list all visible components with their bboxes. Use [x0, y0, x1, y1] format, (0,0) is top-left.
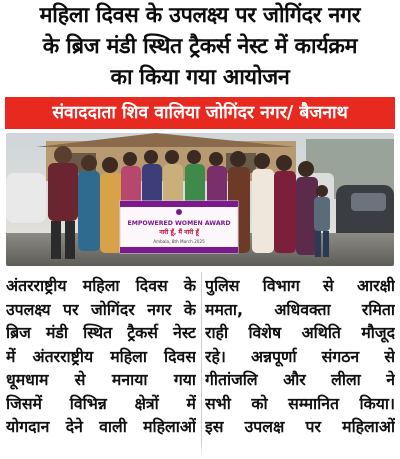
- right-line-1: पुलिस विभाग से आरक्षी: [205, 276, 395, 295]
- left-line-3: ब्रिज मंडी स्थित ट्रैकर्स नेस्ट: [6, 323, 196, 342]
- right-line-7: इस उपलक्ष पर महिलाओं: [205, 417, 395, 436]
- right-line-4: रहे। अन्नपूर्णा संगठन से: [205, 346, 395, 366]
- headline-line-3: का किया गया आयोजन: [110, 65, 290, 90]
- left-line-6: जिसमें विभिन्न क्षेत्रों में: [6, 393, 196, 413]
- article-body-left: [6, 274, 196, 439]
- event-photo: [6, 133, 394, 266]
- headline-line-1: महिला दिवस के उपलक्ष्य पर जोगिंदर नगर: [39, 3, 361, 28]
- article-body-right: [205, 274, 395, 439]
- right-line-2: ममता, अधिवक्ता रमिता: [205, 299, 395, 319]
- left-line-1: अंतरराष्ट्रीय महिला दिवस के: [6, 276, 196, 295]
- left-line-5: धूमधाम से मनाया गया: [6, 370, 196, 389]
- banner-date: Ambala, 8th March 2025: [153, 239, 205, 244]
- banner-title: EMPOWERED WOMEN AWARD: [127, 220, 231, 227]
- right-line-6: सभी को सम्मानित किया।: [205, 393, 395, 413]
- bottom-fade: [0, 444, 400, 459]
- headline-line-2: के ब्रिज मंडी स्थित ट्रैकर्स नेस्ट में कार्यक्रम: [42, 34, 358, 59]
- right-line-5: गीतांजलि और लीला ने: [205, 370, 395, 389]
- left-line-2: उपलक्ष्य पर जोगिंदर नगर के: [6, 299, 196, 319]
- column-divider: [201, 272, 202, 459]
- headline: [0, 0, 400, 96]
- left-line-7: योगदान देने वाली महिलाओं: [6, 417, 196, 436]
- byline-bar: संवाददाता शिव वालिया जोगिंदर नगर/ बैजनाथ: [5, 97, 395, 129]
- banner-subtitle: नारी हूँ, मैं नारी हूँ: [159, 229, 199, 236]
- right-line-3: राही विशेष अथिति मौजूद: [205, 323, 395, 342]
- left-line-4: में अंतरराष्ट्रीय महिला दिवस: [6, 346, 196, 366]
